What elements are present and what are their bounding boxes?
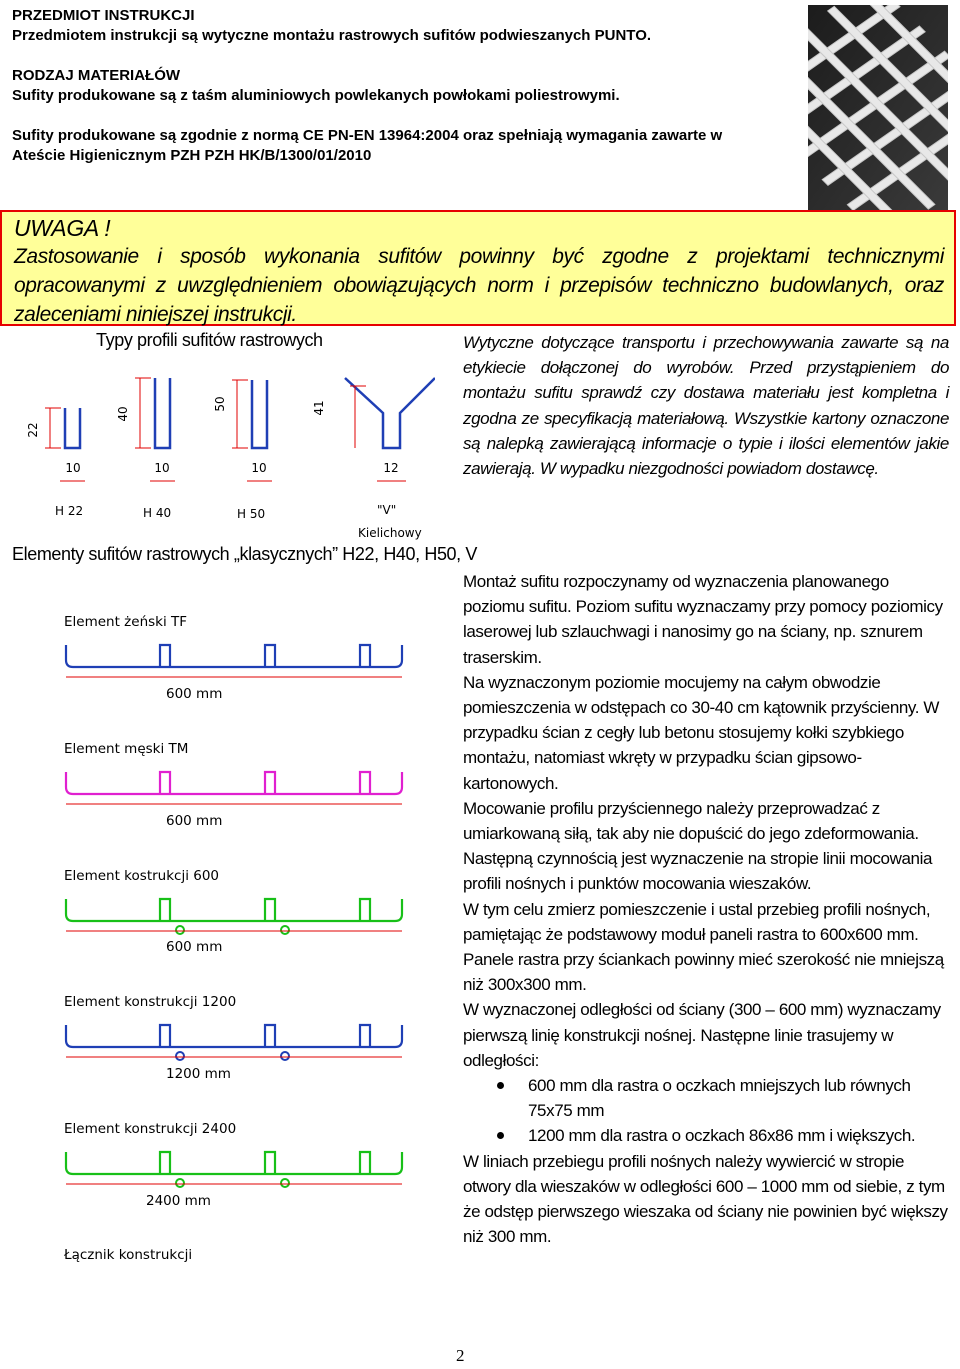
subject-text: Przedmiotem instrukcji są wytyczne montażu rastrowych sufitów podwieszanych PUNTO.	[12, 27, 652, 44]
product-photo	[808, 5, 948, 210]
profile-h40-height: 40	[116, 406, 130, 422]
paragraph-first-line: W wyznaczonej odległości od ściany (300 – 600 mm) wyznaczamy pierwszą linię konstrukcji nośnej. Następne linie trasujemy w odległości:	[463, 1000, 941, 1070]
element-2400-label: Element konstrukcji 2400	[64, 1121, 237, 1137]
element-600-hole	[176, 926, 184, 934]
warning-text	[14, 242, 944, 329]
instructions-block	[463, 569, 949, 1249]
raster-grid-image	[808, 5, 948, 210]
profile-v-width: 12	[383, 461, 399, 475]
paragraph-module: W tym celu zmierz pomieszczenie i ustal przebieg profili nośnych, pamiętając że podstawowy moduł paneli rastra to 600x600 mm. Panele rastra przy ściankach powinny mieć szerokość nie mniejszą niż 300x300 mm.	[463, 899, 944, 995]
element-1200-label: Element konstrukcji 1200	[64, 994, 237, 1010]
transport-block	[463, 330, 949, 481]
profile-h40-shape	[155, 378, 170, 448]
profile-h40-name: H 40	[143, 506, 172, 520]
norm-line-2: Ateście Higienicznym PZH PZH HK/B/1300/01/2010	[12, 147, 372, 164]
element-2400-shape	[66, 1152, 402, 1174]
paragraph-hangers: W liniach przebiegu profili nośnych należy wywiercić w stropie otwory dla wieszaków w odległości 600 – 1000 mm od siebie, z tym że odstęp pierwszego wieszaka od ściany nie powinien być większy niż 300 mm.	[463, 1151, 948, 1247]
profile-h22-shape	[65, 408, 80, 448]
element-600-length: 600 mm	[166, 939, 223, 955]
material-text: Sufity produkowane są z taśm aluminiowych powlekanych powłokami poliestrowymi.	[12, 87, 620, 104]
element-1200-length: 1200 mm	[166, 1066, 231, 1082]
element-tm-label: Element męski TM	[64, 741, 189, 757]
element-tf-shape	[66, 645, 402, 667]
element-1200-shape	[66, 1025, 402, 1047]
page-number: 2	[456, 1346, 465, 1365]
profile-h22-height: 22	[26, 422, 40, 438]
list-item: 1200 mm dla rastra o oczkach 86x86 mm i większych.	[463, 1123, 949, 1148]
element-1200-hole	[281, 1052, 289, 1060]
elements-title: Elementy sufitów rastrowych „klasycznych” H22, H40, H50, V	[12, 544, 477, 564]
transport-text: Wytyczne dotyczące transportu i przechowywania zawarte są na etykiecie dołączonej do wyrobów. Przed przystąpieniem do montażu sufitu sprawdź czy dostawa materiału jest kompletna i zgodna ze specyfikacją materiałową. Wszystkie kartony oznaczone są nalepką zawierającą informacje o typie i ilości elementów jakie zawierają. W wypadku niezgodności powiadom dostawcę.	[463, 333, 949, 479]
element-tm-length: 600 mm	[166, 813, 223, 829]
profile-h50-name: H 50	[237, 507, 266, 521]
element-600-label: Element kostrukcji 600	[64, 868, 220, 884]
profile-h22-width: 10	[65, 461, 81, 475]
warning-title: UWAGA !	[14, 215, 111, 241]
warning-line-3: zaleceniami niniejszej instrukcji.	[14, 303, 297, 326]
profile-v-name: "V"	[377, 503, 397, 517]
element-tf-label: Element żeński TF	[64, 614, 188, 630]
connector-label: Łącznik konstrukcji	[64, 1247, 193, 1263]
warning-line-1: Zastosowanie i sposób wykonania sufitów powinny być zgodne z projektami technicznymi	[14, 245, 944, 268]
profile-h40-width: 10	[154, 461, 170, 475]
bullet-icon	[497, 1132, 504, 1139]
element-600-shape	[66, 899, 402, 921]
paragraph-marking: Następną czynnością jest wyznaczenie na stropie linii mocowania profili nośnych i punktów mocowania wieszaków.	[463, 849, 932, 894]
profile-v-subname: Kielichowy	[358, 526, 422, 540]
material-heading: RODZAJ MATERIAŁÓW	[12, 67, 181, 84]
element-2400-hole	[176, 1179, 184, 1187]
element-tf-length: 600 mm	[166, 686, 223, 702]
subject-heading: PRZEDMIOT INSTRUKCJI	[12, 7, 195, 24]
norm-line-1: Sufity produkowane są zgodnie z normą CE PN-EN 13964:2004 oraz spełniają wymagania zawarte w	[12, 127, 723, 144]
element-2400-hole	[281, 1179, 289, 1187]
warning-box	[0, 210, 956, 326]
bullet-icon	[497, 1082, 504, 1089]
paragraph-angle: Na wyznaczonym poziomie mocujemy na całym obwodzie pomieszczenia w odstępach co 30-40 cm kątownik przyścienny. W przypadku ścian z cegły lub betonu stosujemy kołki szybkiego montażu, natomiast wkręty w przypadku ścian gipsowo-kartonowych.	[463, 672, 940, 793]
element-600-hole	[281, 926, 289, 934]
profile-h22-name: H 22	[55, 504, 84, 518]
elements-diagram	[60, 605, 405, 1275]
paragraph-level: Montaż sufitu rozpoczynamy od wyznaczenia planowanego poziomu sufitu. Poziom sufitu wyznaczamy przy pomocy poziomicy laserowej lub szlauchwagi i nanosimy go na ściany, np. sznurem traserskim.	[463, 572, 943, 667]
profiles-title: Typy profili sufitów rastrowych	[96, 330, 323, 350]
paragraph-mounting: Mocowanie profilu przyściennego należy przeprowadzać z umiarkowaną siłą, tak aby nie dopuścić do jego zdeformowania.	[463, 798, 919, 844]
warning-line-2: opracowanymi z uwzględnieniem obowiązujących norm i przepisów techniczno budowlanych, oraz	[14, 274, 944, 297]
spacing-list	[463, 1073, 949, 1149]
header-block	[12, 6, 792, 166]
list-item: 600 mm dla rastra o oczkach mniejszych lub równych 75x75 mm	[463, 1073, 949, 1123]
profiles-diagram	[15, 358, 435, 542]
element-tm-shape	[66, 772, 402, 794]
profile-h50-shape	[252, 380, 267, 448]
profile-h50-width: 10	[251, 461, 267, 475]
profile-h50-height: 50	[213, 396, 227, 412]
profile-v-height: 41	[312, 400, 326, 416]
element-2400-length: 2400 mm	[146, 1193, 211, 1209]
element-1200-hole	[176, 1052, 184, 1060]
profile-v-shape	[345, 378, 435, 448]
